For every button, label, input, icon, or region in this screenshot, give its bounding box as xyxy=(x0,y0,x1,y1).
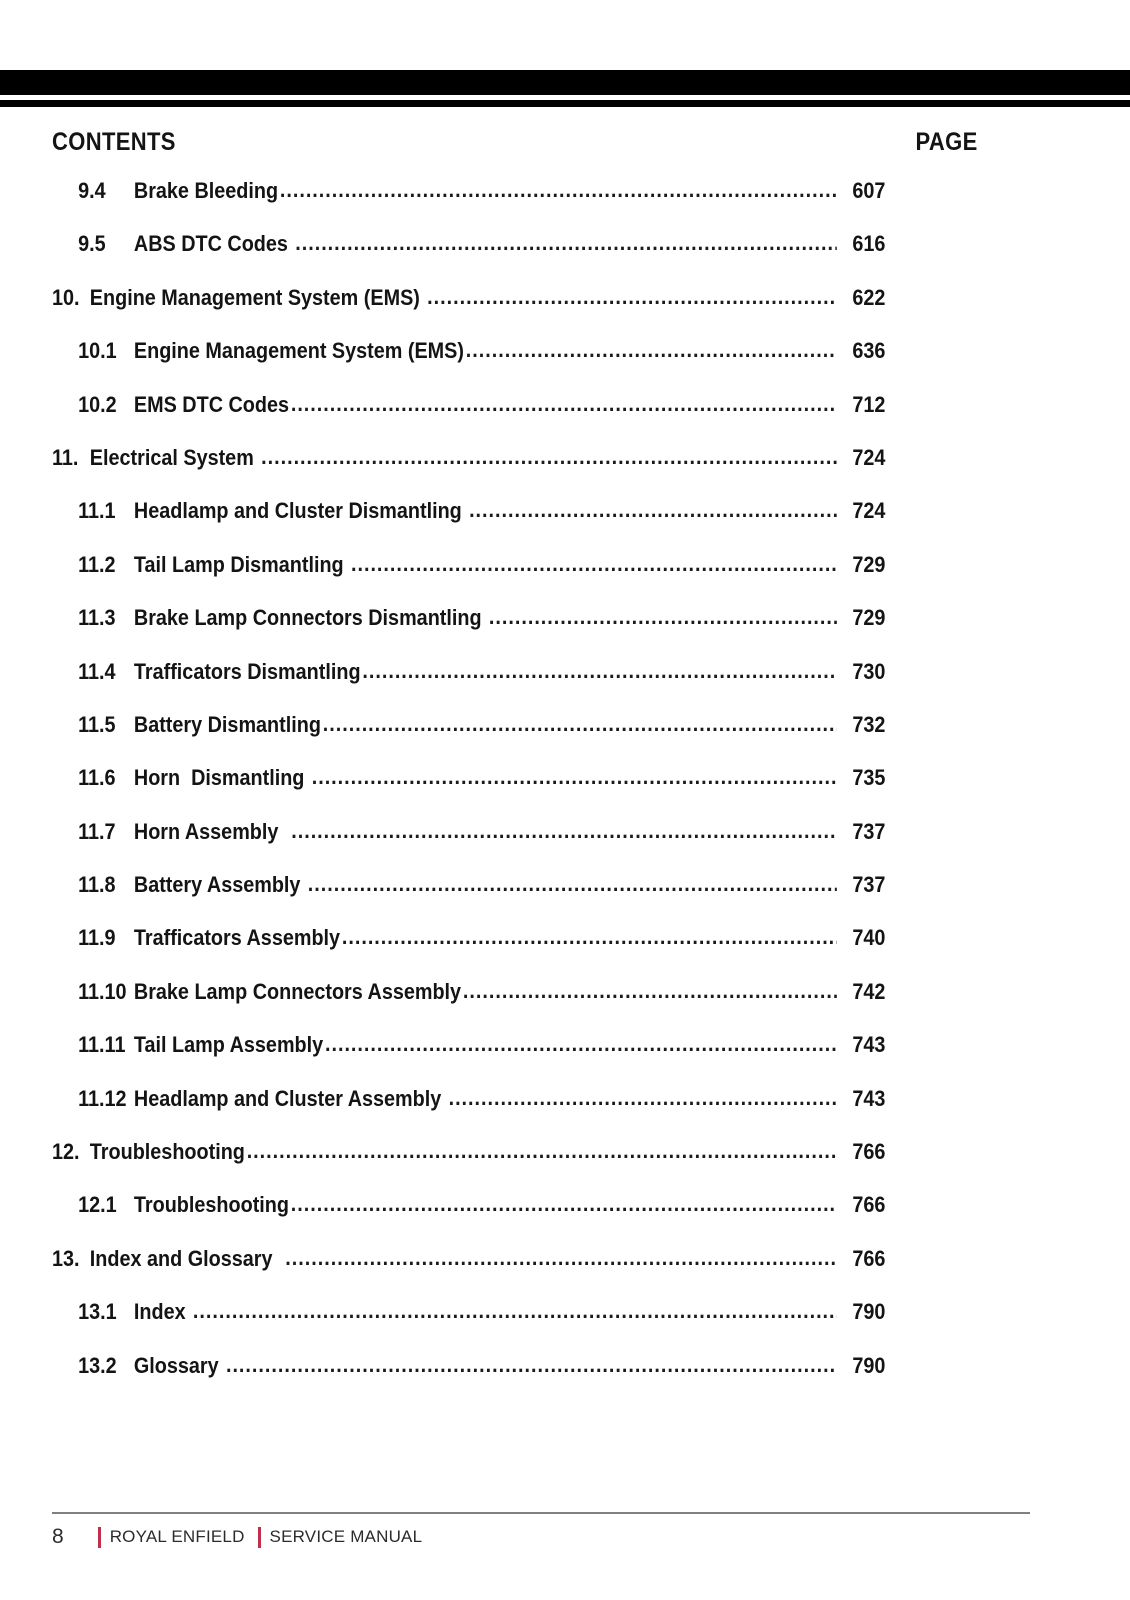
toc-entry-number: 11.6 xyxy=(78,765,116,791)
toc-entry-number: 10. xyxy=(52,284,80,310)
toc-entry-title: ABS DTC Codes xyxy=(133,231,294,257)
toc-entry-page-number: 740 xyxy=(852,925,886,951)
toc-dot-leader xyxy=(466,342,837,364)
toc-entry-title: Brake Lamp Connectors Assembly xyxy=(133,978,462,1004)
toc-entry-number: 11.10 xyxy=(78,978,127,1004)
toc-entry[interactable] xyxy=(52,338,978,391)
toc-dot-leader xyxy=(291,1196,837,1218)
toc-dot-leader xyxy=(427,289,837,311)
toc-entry[interactable] xyxy=(52,498,978,551)
toc-entry-page-number: 616 xyxy=(852,231,886,257)
toc-entry-inner xyxy=(52,605,885,631)
toc-dot-leader xyxy=(362,663,836,685)
toc-dot-leader xyxy=(469,502,837,524)
toc-entry[interactable] xyxy=(52,1086,978,1139)
toc-dot-leader xyxy=(247,1143,837,1165)
toc-entry-page-number: 766 xyxy=(852,1192,886,1218)
toc-entry-inner xyxy=(52,659,885,685)
toc-entry-page-number: 729 xyxy=(852,605,886,631)
footer-document-type: SERVICE MANUAL xyxy=(269,1527,423,1546)
toc-entry-number: 11.9 xyxy=(78,925,116,951)
toc-entry-inner xyxy=(52,1032,885,1058)
toc-entry[interactable] xyxy=(52,552,978,605)
toc-dot-leader xyxy=(308,876,837,898)
toc-entry-title: Troubleshooting xyxy=(89,1139,245,1165)
toc-entry-number: 11.3 xyxy=(78,605,116,631)
toc-entry-inner xyxy=(52,445,885,471)
toc-entry-inner xyxy=(52,552,885,578)
table-of-contents xyxy=(52,178,978,1406)
toc-entry-page-number: 730 xyxy=(852,658,886,684)
toc-entry-title: Glossary xyxy=(133,1352,225,1378)
toc-dot-leader xyxy=(295,235,837,257)
toc-entry-title: Headlamp and Cluster Assembly xyxy=(133,1085,447,1111)
toc-entry[interactable] xyxy=(52,392,978,445)
toc-entry-page-number: 636 xyxy=(852,338,886,364)
toc-entry-inner xyxy=(52,819,885,845)
footer-separator-bar-1 xyxy=(98,1527,101,1548)
toc-entry-inner xyxy=(52,712,885,738)
toc-entry-page-number: 712 xyxy=(852,391,886,417)
toc-entry-title: Troubleshooting xyxy=(133,1192,289,1218)
toc-entry-number: 13.2 xyxy=(78,1352,117,1378)
toc-entry-number: 11.1 xyxy=(78,498,116,524)
toc-entry-page-number: 743 xyxy=(852,1032,886,1058)
toc-entry-inner xyxy=(52,338,885,364)
toc-entry[interactable] xyxy=(52,765,978,818)
toc-entry-inner xyxy=(52,979,885,1005)
page-footer xyxy=(52,1522,435,1552)
toc-dot-leader xyxy=(342,929,837,951)
toc-entry[interactable] xyxy=(52,819,978,872)
toc-entry[interactable] xyxy=(52,605,978,658)
toc-entry-inner xyxy=(52,231,885,257)
toc-entry-number: 11.12 xyxy=(78,1085,127,1111)
toc-entry-page-number: 732 xyxy=(852,711,886,737)
toc-entry[interactable] xyxy=(52,445,978,498)
toc-entry-number: 11.2 xyxy=(78,551,116,577)
footer-page-number: 8 xyxy=(52,1525,64,1548)
toc-entry[interactable] xyxy=(52,712,978,765)
toc-entry-number: 11. xyxy=(52,444,79,470)
toc-entry[interactable] xyxy=(52,231,978,284)
toc-entry[interactable] xyxy=(52,925,978,978)
toc-entry-page-number: 743 xyxy=(852,1085,886,1111)
toc-dot-leader xyxy=(489,609,837,631)
page-heading: PAGE xyxy=(915,128,978,156)
footer-separator-bar-2 xyxy=(258,1527,261,1548)
toc-dot-leader xyxy=(285,1250,837,1272)
toc-entry-page-number: 737 xyxy=(852,872,886,898)
toc-entry-title: Index and Glossary xyxy=(89,1245,284,1271)
toc-entry-title: Trafficators Assembly xyxy=(133,925,341,951)
toc-entry-page-number: 790 xyxy=(852,1299,886,1325)
toc-entry-number: 11.5 xyxy=(78,711,116,737)
toc-dot-leader xyxy=(449,1090,837,1112)
footer-brand: ROYAL ENFIELD xyxy=(109,1527,245,1546)
footer-divider xyxy=(52,1512,1030,1514)
toc-dot-leader xyxy=(323,716,837,738)
toc-dot-leader xyxy=(312,769,837,791)
toc-entry[interactable] xyxy=(52,872,978,925)
toc-entry[interactable] xyxy=(52,1353,978,1406)
toc-entry-number: 9.5 xyxy=(78,231,106,257)
toc-entry-page-number: 729 xyxy=(852,551,886,577)
toc-entry[interactable] xyxy=(52,1139,978,1192)
toc-entry[interactable] xyxy=(52,285,978,338)
toc-entry-page-number: 607 xyxy=(852,178,886,203)
toc-entry-number: 12.1 xyxy=(78,1192,117,1218)
toc-entry-page-number: 742 xyxy=(852,978,886,1004)
toc-entry-title: Battery Dismantling xyxy=(133,711,321,737)
toc-entry-number: 11.11 xyxy=(78,1032,126,1058)
toc-entry-title: Index xyxy=(133,1299,192,1325)
toc-entry[interactable] xyxy=(52,1192,978,1245)
toc-entry-inner xyxy=(52,1246,885,1272)
toc-entry-title: Tail Lamp Dismantling xyxy=(133,551,350,577)
toc-entry-inner xyxy=(52,178,885,204)
toc-entry-title: Battery Assembly xyxy=(133,872,306,898)
toc-entry-number: 9.4 xyxy=(78,178,106,203)
toc-entry-title: EMS DTC Codes xyxy=(133,391,290,417)
toc-header xyxy=(52,128,978,157)
toc-entry[interactable] xyxy=(52,659,978,712)
toc-entry-inner xyxy=(52,765,885,791)
toc-entry-inner xyxy=(52,1139,885,1165)
header-rule-thick xyxy=(0,70,1130,95)
toc-entry-inner xyxy=(52,498,885,524)
toc-entry-number: 11.4 xyxy=(78,658,116,684)
toc-entry-number: 12. xyxy=(52,1139,80,1165)
toc-entry-number: 10.2 xyxy=(78,391,117,417)
toc-entry-page-number: 724 xyxy=(852,444,886,470)
toc-entry-inner xyxy=(52,285,885,311)
toc-entry-page-number: 766 xyxy=(852,1139,886,1165)
toc-entry-inner xyxy=(52,1192,885,1218)
toc-entry-inner xyxy=(52,1086,885,1112)
toc-entry-title: Horn Assembly xyxy=(133,818,290,844)
toc-entry-inner xyxy=(52,925,885,951)
toc-entry-number: 10.1 xyxy=(78,338,117,364)
toc-entry-inner xyxy=(52,1353,885,1379)
toc-entry[interactable] xyxy=(52,979,978,1032)
toc-entry-inner xyxy=(52,392,885,418)
toc-dot-leader xyxy=(280,182,837,204)
toc-entry-title: Electrical System xyxy=(89,444,260,470)
toc-entry-inner xyxy=(52,1299,885,1325)
toc-entry[interactable] xyxy=(52,178,978,231)
toc-entry-page-number: 724 xyxy=(852,498,886,524)
toc-entry-inner xyxy=(52,872,885,898)
contents-heading: CONTENTS xyxy=(52,128,176,156)
header-rule-thin xyxy=(0,100,1130,107)
toc-entry-title: Engine Management System (EMS) xyxy=(89,284,426,310)
toc-dot-leader xyxy=(261,449,837,471)
toc-entry-title: Trafficators Dismantling xyxy=(133,658,361,684)
toc-entry-title: Brake Bleeding xyxy=(133,178,279,203)
toc-entry-page-number: 735 xyxy=(852,765,886,791)
toc-entry-number: 11.8 xyxy=(78,872,116,898)
toc-entry-number: 13. xyxy=(52,1245,80,1271)
toc-entry-title: Engine Management System (EMS) xyxy=(133,338,464,364)
toc-dot-leader xyxy=(193,1303,837,1325)
toc-entry-page-number: 790 xyxy=(852,1352,886,1378)
toc-entry[interactable] xyxy=(52,1246,978,1299)
toc-entry-title: Headlamp and Cluster Dismantling xyxy=(133,498,468,524)
toc-entry-page-number: 766 xyxy=(852,1245,886,1271)
toc-entry-page-number: 622 xyxy=(852,284,886,310)
toc-entry[interactable] xyxy=(52,1032,978,1085)
toc-entry-title: Brake Lamp Connectors Dismantling xyxy=(133,605,488,631)
toc-dot-leader xyxy=(325,1036,837,1058)
toc-entry[interactable] xyxy=(52,1299,978,1352)
toc-dot-leader xyxy=(291,823,837,845)
toc-dot-leader xyxy=(291,396,837,418)
toc-entry-title: Tail Lamp Assembly xyxy=(133,1032,324,1058)
toc-dot-leader xyxy=(463,983,837,1005)
toc-entry-page-number: 737 xyxy=(852,818,886,844)
toc-entry-number: 11.7 xyxy=(78,818,116,844)
toc-entry-title: Horn Dismantling xyxy=(133,765,310,791)
toc-entry-number: 13.1 xyxy=(78,1299,117,1325)
toc-dot-leader xyxy=(351,556,837,578)
toc-dot-leader xyxy=(226,1357,837,1379)
